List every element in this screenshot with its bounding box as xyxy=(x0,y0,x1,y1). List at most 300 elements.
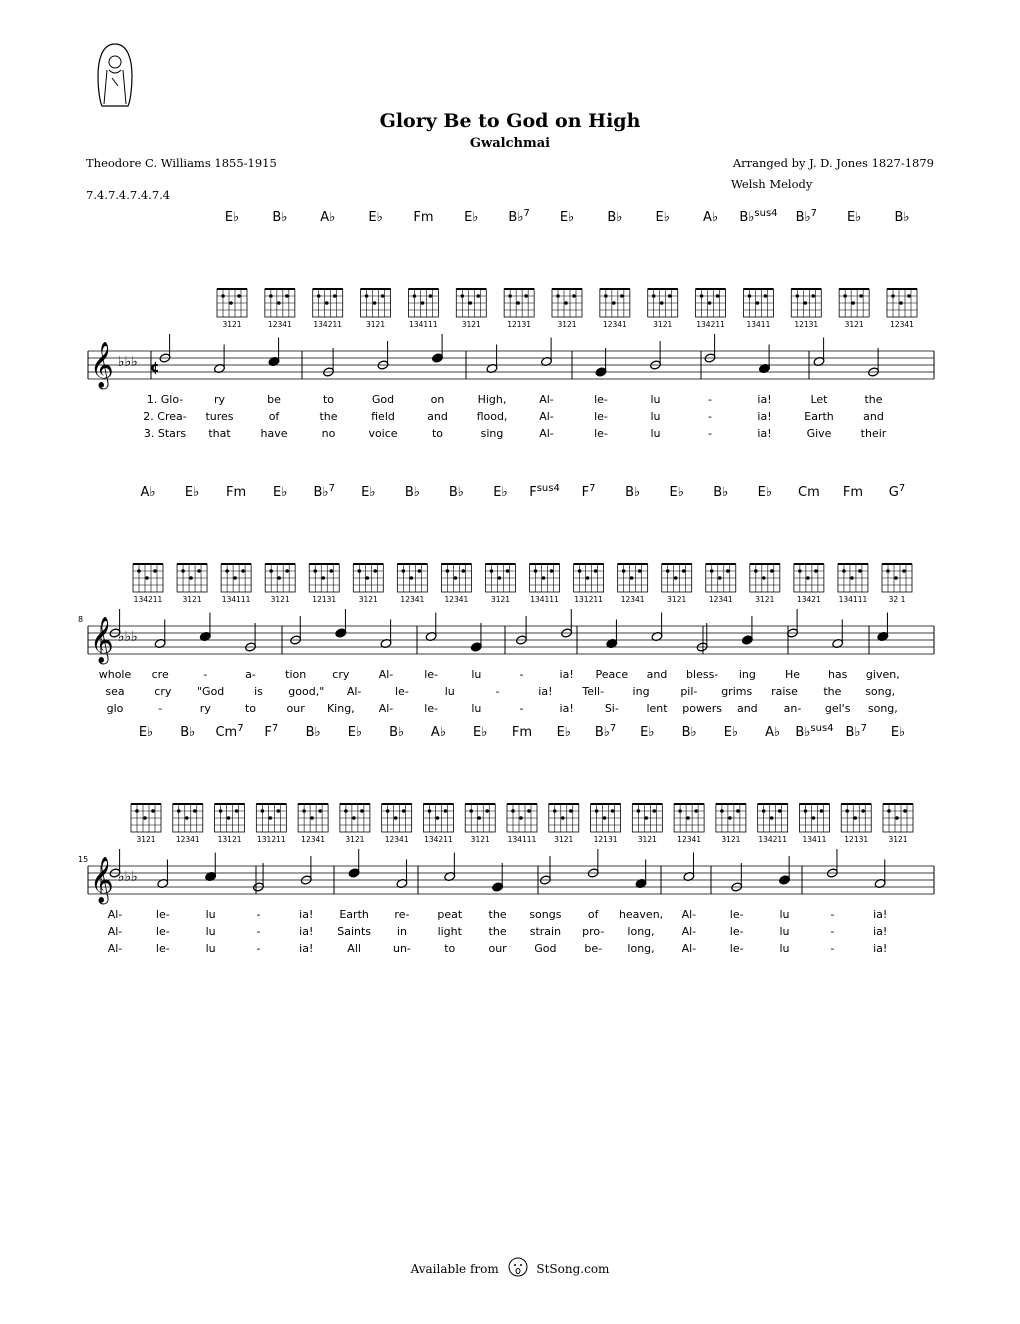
chord-fingering: 12131 xyxy=(844,835,869,844)
lyric-syllable: long, xyxy=(627,942,655,955)
chord-diagram xyxy=(221,564,251,604)
chord-symbol: B♭ xyxy=(607,210,623,225)
chord-diagram xyxy=(794,564,824,604)
lyric-syllable: ia! xyxy=(873,942,888,955)
lyric-syllable: 3. Stars xyxy=(143,427,187,440)
lyric-syllable: ia! xyxy=(299,908,314,921)
chord-diagram xyxy=(883,804,913,844)
lyric-syllable: - xyxy=(519,668,524,681)
chord-symbol: Fm xyxy=(226,485,247,500)
chord-symbol: E♭ xyxy=(723,725,739,740)
lyric-syllable: has xyxy=(827,668,848,681)
lyric-syllable: sing xyxy=(480,427,504,440)
lyric-syllable: - xyxy=(256,925,261,938)
footer xyxy=(0,1256,1020,1283)
lyric-syllable: - xyxy=(256,942,261,955)
lyric-syllable: and xyxy=(427,410,448,423)
lyric-syllable: le- xyxy=(395,685,409,698)
chord-symbol: B♭$^{sus4}$ xyxy=(795,723,834,740)
lyric-syllable: tures xyxy=(205,410,234,423)
lyric-syllable: God xyxy=(371,393,395,406)
lyric-syllable: glo xyxy=(106,702,124,715)
measure-number: 15 xyxy=(78,855,89,864)
lyric-syllable: le- xyxy=(729,942,744,955)
lyric-syllable: le- xyxy=(155,925,170,938)
lyric-syllable: 2. Crea- xyxy=(143,410,187,423)
lyric-line-verse-1 xyxy=(99,668,900,681)
lyric-syllable: - xyxy=(830,908,835,921)
lyric-syllable: lu xyxy=(650,410,661,423)
lyric-syllable: our xyxy=(488,942,507,955)
chord-fingering: 12341 xyxy=(444,595,469,604)
lyric-syllable: powers xyxy=(682,702,723,715)
chord-fingering: 13411 xyxy=(746,320,771,329)
lyric-syllable: le- xyxy=(729,908,744,921)
lyric-syllable: ia! xyxy=(299,942,314,955)
lyric-syllable: peat xyxy=(437,908,463,921)
chord-diagram xyxy=(133,564,163,604)
lyric-syllable: bless- xyxy=(686,668,719,681)
chord-fingering: 13121 xyxy=(217,835,242,844)
lyric-syllable: and xyxy=(863,410,884,423)
lyric-syllable: gel's xyxy=(824,702,851,715)
lyric-syllable: given, xyxy=(865,668,900,681)
chord-symbol: A♭ xyxy=(430,725,446,740)
chord-fingering: 13411 xyxy=(802,835,827,844)
chord-diagram xyxy=(662,564,692,604)
lyric-syllable: Al- xyxy=(539,393,554,406)
chord-fingering: 3121 xyxy=(637,835,657,844)
chord-symbol: E♭ xyxy=(473,725,488,740)
lyric-syllable: Al- xyxy=(681,942,697,955)
chord-fingering: 12341 xyxy=(384,835,409,844)
lyric-syllable: field xyxy=(371,410,395,423)
chord-symbol: A♭ xyxy=(765,725,781,740)
chord-symbol: A♭ xyxy=(703,210,719,225)
lyric-syllable: sea xyxy=(105,685,125,698)
chord-fingering: 3121 xyxy=(470,835,490,844)
lyric-syllable: to xyxy=(322,393,335,406)
chord-diagram xyxy=(265,289,295,329)
chord-diagram xyxy=(799,804,829,844)
footer-prefix: Available from xyxy=(410,1262,499,1276)
chord-diagram xyxy=(574,564,604,604)
lyric-syllable: Al- xyxy=(378,702,394,715)
lyric-line-verse-1 xyxy=(147,393,883,406)
lyric-line-verse-1 xyxy=(108,908,888,921)
chord-diagram xyxy=(177,564,207,604)
lyric-syllable: - xyxy=(158,702,163,715)
key-signature-icon: ♭♭♭ xyxy=(118,354,138,370)
lyric-syllable: pil- xyxy=(680,685,698,698)
lyric-syllable: Earth xyxy=(339,908,369,921)
lyric-syllable: cry xyxy=(332,668,350,681)
chord-symbol: E♭ xyxy=(361,485,376,500)
lyric-line-verse-2 xyxy=(143,410,884,423)
lyric-syllable: of xyxy=(587,908,599,921)
lyric-syllable: le- xyxy=(424,668,439,681)
chord-diagram xyxy=(696,289,726,329)
lyric-syllable: ry xyxy=(199,702,211,715)
lyric-syllable: le- xyxy=(424,702,439,715)
chord-symbol: E♭ xyxy=(757,485,773,500)
lyric-syllable: le- xyxy=(594,427,608,440)
chord-diagram xyxy=(674,804,704,844)
notes xyxy=(109,849,886,892)
lyric-syllable: Al- xyxy=(107,942,123,955)
chord-symbol: E♭ xyxy=(347,725,363,740)
lyric-syllable: - xyxy=(203,668,208,681)
lyric-syllable: Al- xyxy=(346,685,362,698)
lyric-syllable: good," xyxy=(288,685,325,698)
chord-symbol: E♭ xyxy=(556,725,571,740)
lyric-syllable: Al- xyxy=(681,908,697,921)
page-title: Glory Be to God on High xyxy=(379,110,641,132)
lyric-syllable: to xyxy=(431,427,444,440)
lyric-syllable: He xyxy=(784,668,801,681)
lyric-syllable: God xyxy=(534,942,557,955)
lyric-syllable: tion xyxy=(285,668,307,681)
chord-fingering: 134211 xyxy=(758,835,787,844)
chord-fingering: 3121 xyxy=(222,320,242,329)
lyric-syllable: be xyxy=(267,393,281,406)
chord-diagram xyxy=(600,289,630,329)
chord-symbol: B♭ xyxy=(681,725,697,740)
chord-symbol: B♭ xyxy=(305,725,321,740)
chord-diagram xyxy=(838,564,868,604)
chord-diagram xyxy=(706,564,736,604)
lyric-syllable: 1. Glo- xyxy=(146,393,184,406)
lyric-syllable: Tell- xyxy=(582,685,605,698)
lyric-syllable: ia! xyxy=(873,908,888,921)
chord-symbol: E♭ xyxy=(272,485,288,500)
chord-fingering: 131211 xyxy=(574,595,603,604)
treble-clef-icon: 𝄞 xyxy=(90,617,114,663)
lyric-syllable: lu xyxy=(779,908,790,921)
lyric-syllable: songs xyxy=(529,908,562,921)
chord-symbol: B♭$^7$ xyxy=(795,208,818,225)
lyric-syllable: le- xyxy=(594,393,608,406)
lyric-syllable: ia! xyxy=(757,427,772,440)
lyric-syllable: the xyxy=(488,908,507,921)
chord-symbol: Cm$^7$ xyxy=(215,723,244,740)
lyric-syllable: ing xyxy=(632,685,650,698)
chord-symbol: E♭ xyxy=(184,485,200,500)
lyric-syllable: All xyxy=(347,942,361,955)
lyric-syllable: Saints xyxy=(337,925,372,938)
chord-diagram xyxy=(441,564,471,604)
measure-number: 8 xyxy=(78,615,84,624)
cut-time-icon: ¢ xyxy=(150,360,160,376)
chord-symbol: B♭ xyxy=(389,725,405,740)
author-credit: Theodore C. Williams 1855-1915 xyxy=(86,156,277,170)
lyric-syllable: le- xyxy=(594,410,608,423)
lyric-syllable: long, xyxy=(627,925,655,938)
lyric-syllable: - xyxy=(256,908,261,921)
chord-diagram xyxy=(591,804,621,844)
lyric-syllable: strain xyxy=(529,925,562,938)
lyric-syllable: Let xyxy=(810,393,828,406)
lyric-syllable: le- xyxy=(729,925,744,938)
chord-symbol: $F^7$ xyxy=(264,723,279,740)
lyric-syllable: to xyxy=(244,702,257,715)
chord-fingering: 131211 xyxy=(257,835,286,844)
lyric-syllable: lu xyxy=(205,925,216,938)
lyric-syllable: the xyxy=(488,925,507,938)
treble-clef-icon: 𝄞 xyxy=(90,342,114,388)
chord-symbol: E♭ xyxy=(669,485,684,500)
chord-diagram xyxy=(504,289,534,329)
lyric-syllable: on xyxy=(430,393,445,406)
staff xyxy=(88,342,934,390)
system-1 xyxy=(88,208,934,440)
lyric-syllable: voice xyxy=(368,427,398,440)
lyric-syllable: grims xyxy=(721,685,753,698)
chord-symbol: B♭$^7$ xyxy=(313,483,335,500)
chord-symbol: $F^7$ xyxy=(581,483,596,500)
chord-fingering: 134211 xyxy=(696,320,725,329)
chord-symbol: E♭ xyxy=(846,210,862,225)
lyric-syllable: lu xyxy=(471,702,482,715)
chord-diagram xyxy=(791,289,821,329)
chord-fingering: 12341 xyxy=(620,595,645,604)
lyric-syllable: Al- xyxy=(681,925,697,938)
notes xyxy=(109,609,889,652)
lyric-syllable: ia! xyxy=(538,685,553,698)
chord-fingering: 134111 xyxy=(507,835,537,844)
chord-symbol: E♭ xyxy=(368,210,383,225)
lyric-line-verse-3 xyxy=(108,942,888,955)
system-3 xyxy=(78,723,934,955)
chord-diagram xyxy=(632,804,662,844)
chord-fingering: 12341 xyxy=(301,835,326,844)
lyric-syllable: - xyxy=(708,393,712,406)
lyric-syllable: ia! xyxy=(559,668,574,681)
chord-symbol: B♭$^7$ xyxy=(845,723,867,740)
chord-fingering: 3121 xyxy=(490,595,511,604)
chord-diagram xyxy=(131,804,161,844)
chord-fingering: 12341 xyxy=(175,835,200,844)
chord-fingering: 3121 xyxy=(136,835,156,844)
lyric-syllable: ing xyxy=(738,668,756,681)
lyric-syllable: Al- xyxy=(539,410,554,423)
chord-fingering: 12341 xyxy=(400,595,425,604)
chord-diagram xyxy=(743,289,773,329)
meter: 7.4.7.4.7.4.7.4 xyxy=(86,188,171,202)
chord-diagram xyxy=(618,564,648,604)
chord-fingering: 3121 xyxy=(358,595,378,604)
lyric-syllable: Si- xyxy=(604,702,619,715)
chord-symbol: B♭$^7$ xyxy=(508,208,530,225)
lyric-syllable: a- xyxy=(245,668,256,681)
lyric-line-verse-3 xyxy=(144,427,887,440)
lyric-syllable: lu xyxy=(650,393,661,406)
lyric-syllable: whole xyxy=(98,668,132,681)
lyric-syllable: lu xyxy=(205,942,216,955)
chord-symbol: B♭$^{sus4}$ xyxy=(739,208,778,225)
notes xyxy=(159,334,879,377)
chord-symbol: E♭ xyxy=(559,210,575,225)
chord-fingering: 12131 xyxy=(312,595,337,604)
chord-fingering: 3121 xyxy=(366,320,386,329)
chord-symbol: A♭ xyxy=(140,485,156,500)
lyric-syllable: ia! xyxy=(299,925,314,938)
lyric-syllable: lu xyxy=(650,427,661,440)
chord-diagram xyxy=(507,804,537,844)
chord-diagram xyxy=(882,564,912,604)
lyric-syllable: their xyxy=(860,427,887,440)
lyric-syllable: lent xyxy=(646,702,668,715)
chord-fingering: 134111 xyxy=(530,595,559,604)
lyric-syllable: High, xyxy=(477,393,507,406)
chord-symbol: $F^{sus4}$ xyxy=(529,483,560,500)
lyric-syllable: Al- xyxy=(539,427,554,440)
chord-symbol: B♭ xyxy=(448,485,464,500)
lyric-syllable: that xyxy=(208,427,231,440)
chord-diagram xyxy=(839,289,869,329)
lyric-syllable: no xyxy=(321,427,336,440)
chord-fingering: 3121 xyxy=(667,595,687,604)
lyric-syllable: pro- xyxy=(582,925,605,938)
lyric-syllable: in xyxy=(396,925,407,938)
lyric-syllable: lu xyxy=(779,925,790,938)
lyric-syllable: of xyxy=(268,410,280,423)
chord-symbol: E♭ xyxy=(890,725,906,740)
lyric-syllable: have xyxy=(260,427,288,440)
staff xyxy=(78,855,934,905)
chord-symbol: B♭ xyxy=(713,485,729,500)
chord-diagram xyxy=(361,289,391,329)
lyric-syllable: cre xyxy=(151,668,169,681)
lyric-syllable: Al- xyxy=(378,668,394,681)
chord-diagram xyxy=(465,804,495,844)
lyric-syllable: Earth xyxy=(804,410,834,423)
lyric-syllable: cry xyxy=(154,685,172,698)
chord-fingering: 12341 xyxy=(708,595,733,604)
chord-diagram xyxy=(256,804,286,844)
footer-site-link[interactable]: StSong.com xyxy=(536,1262,610,1276)
chord-fingering: 3121 xyxy=(844,320,864,329)
chord-symbol: B♭ xyxy=(272,210,288,225)
arranger-credit: Arranged by J. D. Jones 1827-1879 xyxy=(732,156,934,170)
chord-symbol: E♭ xyxy=(640,725,655,740)
lyric-line-verse-2 xyxy=(108,925,888,938)
chord-fingering: 134111 xyxy=(409,320,438,329)
chord-diagram xyxy=(173,804,203,844)
chord-diagram xyxy=(340,804,370,844)
lyric-syllable: song, xyxy=(867,702,898,715)
lyric-syllable: - xyxy=(519,702,524,715)
chord-diagram xyxy=(313,289,343,329)
chord-symbol: B♭ xyxy=(894,210,910,225)
chord-symbol: $G^7$ xyxy=(888,483,906,500)
lyric-syllable: ia! xyxy=(873,925,888,938)
chord-symbol: Fm xyxy=(842,485,864,500)
system-2 xyxy=(78,483,934,715)
chord-fingering: 3121 xyxy=(653,320,673,329)
chord-fingering: 12131 xyxy=(507,320,532,329)
lyric-syllable: light xyxy=(437,925,462,938)
chord-diagram xyxy=(549,804,579,844)
lyric-syllable: song, xyxy=(865,685,896,698)
chord-symbol: B♭ xyxy=(180,725,196,740)
chord-fingering: 13421 xyxy=(796,595,821,604)
lyric-syllable: Al- xyxy=(107,925,123,938)
lyric-syllable: lu xyxy=(444,685,455,698)
chord-symbol: E♭ xyxy=(493,485,508,500)
chord-diagram xyxy=(887,289,917,329)
key-signature-icon: ♭♭♭ xyxy=(118,869,138,885)
chord-fingering: 3121 xyxy=(270,595,290,604)
lyric-syllable: ia! xyxy=(757,393,772,406)
lyric-syllable: - xyxy=(495,685,500,698)
chord-symbol: E♭ xyxy=(655,210,670,225)
chord-fingering: 12131 xyxy=(593,835,618,844)
chord-diagram xyxy=(382,804,412,844)
chord-symbol: E♭ xyxy=(224,210,240,225)
chord-diagram xyxy=(397,564,427,604)
lyric-syllable: - xyxy=(830,925,835,938)
chord-diagram xyxy=(215,804,245,844)
chord-symbol: B♭ xyxy=(404,485,420,500)
chord-diagram xyxy=(750,564,780,604)
lyric-syllable: ry xyxy=(213,393,226,406)
lyric-syllable: King, xyxy=(326,702,355,715)
lyric-syllable: Peace xyxy=(595,668,629,681)
chord-fingering: 12131 xyxy=(794,320,819,329)
chord-diagram xyxy=(552,289,582,329)
lyric-syllable: - xyxy=(708,410,712,423)
chord-fingering: 134211 xyxy=(133,595,163,604)
lyric-syllable: Give xyxy=(806,427,832,440)
lyric-syllable: Al- xyxy=(107,908,123,921)
chord-symbol: E♭ xyxy=(138,725,154,740)
chord-fingering: 12341 xyxy=(890,320,914,329)
lyric-syllable: - xyxy=(830,942,835,955)
chord-diagram xyxy=(265,564,295,604)
chord-fingering: 12341 xyxy=(602,320,627,329)
tune-name: Gwalchmai xyxy=(469,136,551,151)
lyric-line-verse-3 xyxy=(107,702,898,715)
key-signature-icon: ♭♭♭ xyxy=(118,629,138,645)
chord-fingering: 134111 xyxy=(838,595,868,604)
chord-symbol: Fm xyxy=(413,210,434,225)
lyric-syllable: and xyxy=(736,702,758,715)
chord-diagram xyxy=(841,804,871,844)
lyric-syllable: ia! xyxy=(559,702,574,715)
chord-fingering: 3121 xyxy=(345,835,365,844)
treble-clef-icon: 𝄞 xyxy=(90,857,114,903)
chord-fingering: 12341 xyxy=(267,320,292,329)
chord-symbol: Fm xyxy=(511,725,533,740)
lyric-syllable: an- xyxy=(783,702,802,715)
chord-fingering: 3121 xyxy=(182,595,202,604)
lyric-line-verse-2 xyxy=(105,685,895,698)
lyric-syllable: le- xyxy=(155,942,170,955)
lyric-syllable: - xyxy=(708,427,712,440)
lyric-syllable: the xyxy=(864,393,883,406)
chord-diagram xyxy=(716,804,746,844)
chord-fingering: 3121 xyxy=(554,835,574,844)
face-logo-icon xyxy=(507,1256,529,1283)
lyric-syllable: be- xyxy=(584,942,603,955)
lyric-syllable: ia! xyxy=(757,410,772,423)
lyric-syllable: re- xyxy=(394,908,410,921)
lyric-syllable: un- xyxy=(392,942,411,955)
chord-symbol: B♭$^7$ xyxy=(594,723,617,740)
lyric-syllable: lu xyxy=(779,942,790,955)
chord-diagram xyxy=(648,289,678,329)
